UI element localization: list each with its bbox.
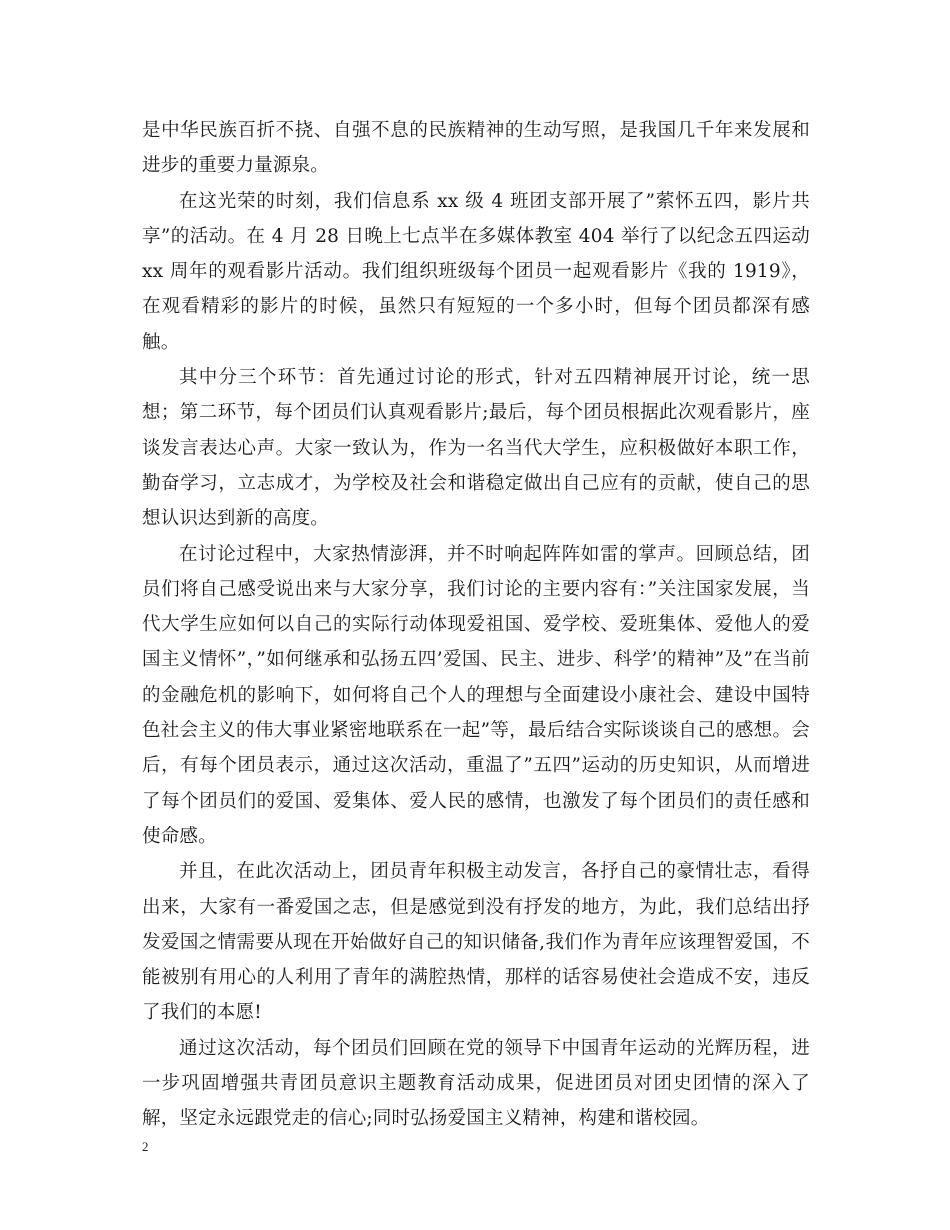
page-number: 2	[142, 1139, 149, 1154]
paragraph-continuation: 是中华民族百折不挠、自强不息的民族精神的生动写照，是我国几千年来发展和进步的重要力量源泉。	[142, 120, 810, 177]
paragraph-discussion: 在讨论过程中，大家热情澎湃，并不时响起阵阵如雷的掌声。回顾总结，团员们将自己感受说出来与大家分享，我们讨论的主要内容有：”关注国家发展，当代大学生应如何以自己的实际行动体现爱祖国、爱学校、爱班集体、爱他人的爱国主义情怀”，”如何继承和弘扬五四’爱国、民主、进步、科学’的精神”及”在当前的金融危机的影响下，如何将自己个人的理想与全面建设小康社会、建设中国特色社会主义的伟大事业紧密地联系在一起”等，最后结合实际谈谈自己的感想。会后，有每个团员表示，通过这次活动，重温了”五四”运动的历史知识，从而增进了每个团员们的爱国、爱集体、爱人民的感情，也激发了每个团员们的责任感和使命感。	[142, 543, 810, 847]
document-body	[142, 113, 810, 1137]
paragraph-youth-speech: 并且，在此次活动上，团员青年积极主动发言，各抒自己的豪情壮志，看得出来，大家有一番爱国之志，但是感觉到没有抒发的地方，为此，我们总结出抒发爱国之情需要从现在开始做好自己的知识储备,我们作为青年应该理智爱国，不能被别有用心的人利用了青年的满腔热情，那样的话容易使社会造成不安，违反了我们的本愿!	[142, 861, 810, 1024]
paragraph-event-intro: 在这光荣的时刻，我们信息系 xx 级 4 班团支部开展了”萦怀五四，影片共享”的活动。在 4 月 28 日晚上七点半在多媒体教室 404 举行了以纪念五四运动 xx 周年的观看影片活动。我们组织班级每个团员一起观看影片《我的 1919》，在观看精彩的影片的时候，虽然只有短短的一个多小时，但每个团员都深有感触。	[142, 190, 810, 353]
paragraph-conclusion: 通过这次活动，每个团员们回顾在党的领导下中国青年运动的光辉历程，进一步巩固增强共青团员意识主题教育活动成果，促进团员对团史团情的深入了解，坚定永远跟党走的信心;同时弘扬爱国主义精神，构建和谐校园。	[142, 1037, 810, 1130]
paragraph-three-stages: 其中分三个环节：首先通过讨论的形式，针对五四精神展开讨论，统一思想；第二环节，每个团员们认真观看影片;最后，每个团员根据此次观看影片，座谈发言表达心声。大家一致认为，作为一名当代大学生，应积极做好本职工作，勤奋学习，立志成才，为学校及社会和谐稳定做出自己应有的贡献，使自己的思想认识达到新的高度。	[142, 367, 810, 530]
